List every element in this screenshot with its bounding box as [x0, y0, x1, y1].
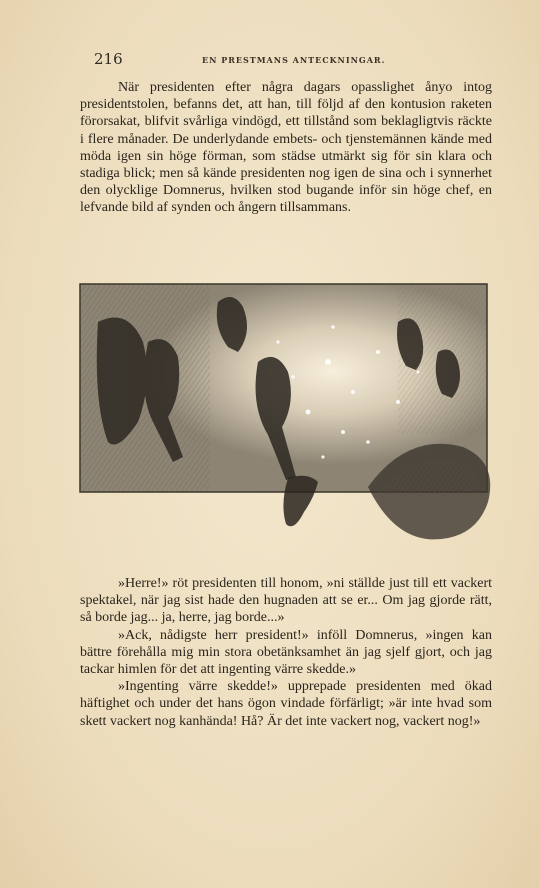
top-text-block — [80, 79, 492, 217]
running-head: EN PRESTMANS ANTECKNINGAR. — [202, 55, 386, 65]
bottom-text-block — [80, 575, 492, 730]
paragraph: »Ack, nådigste herr president!» inföll Domnerus, »ingen kan bättre förehålla mig min stora obetänksamhet än jag sjelf gjort, och jag tackar himlen för det att ingenting värre skedde.» — [80, 627, 492, 678]
page-number: 216 — [94, 50, 123, 68]
paragraph: »Ingenting värre skedde!» upprepade presidenten med ökad häftighet och under det hans ögon vindade förfärligt; »är inte hvad som skett vackert nog kanhända! Hå? Är det inte vackert nog, vackert nog!» — [80, 679, 492, 729]
illustration-explosion-scene — [78, 282, 502, 548]
page-header — [80, 52, 492, 70]
paragraph: När presidenten efter några dagars opasslighet ånyo intog presidentstolen, befanns det, att han, till följd af den kontusion raketen förorsakat, blifvit svårliga vindögd, ett tillstånd som beklagligtvis räckte i flere månader. De underlydande embets- och tjenstemännen kände med möda igen sin höge förman, som städse utmärkt sig för sin klara och stadiga blick; men så kände presidenten nog igen de sina och i synnerhet den olycklige Domnerus, hvilken stod bugande inför sin höge chef, en lefvande bild af synden och ångern tillsammans. — [80, 80, 492, 216]
paragraph: »Herre!» röt presidenten till honom, »ni ställde just till ett vackert spektakel, när jag sist hade den hugnaden att se er... Om jag gjorde rätt, så borde jag... ja, herre, jag borde...» — [80, 576, 492, 626]
